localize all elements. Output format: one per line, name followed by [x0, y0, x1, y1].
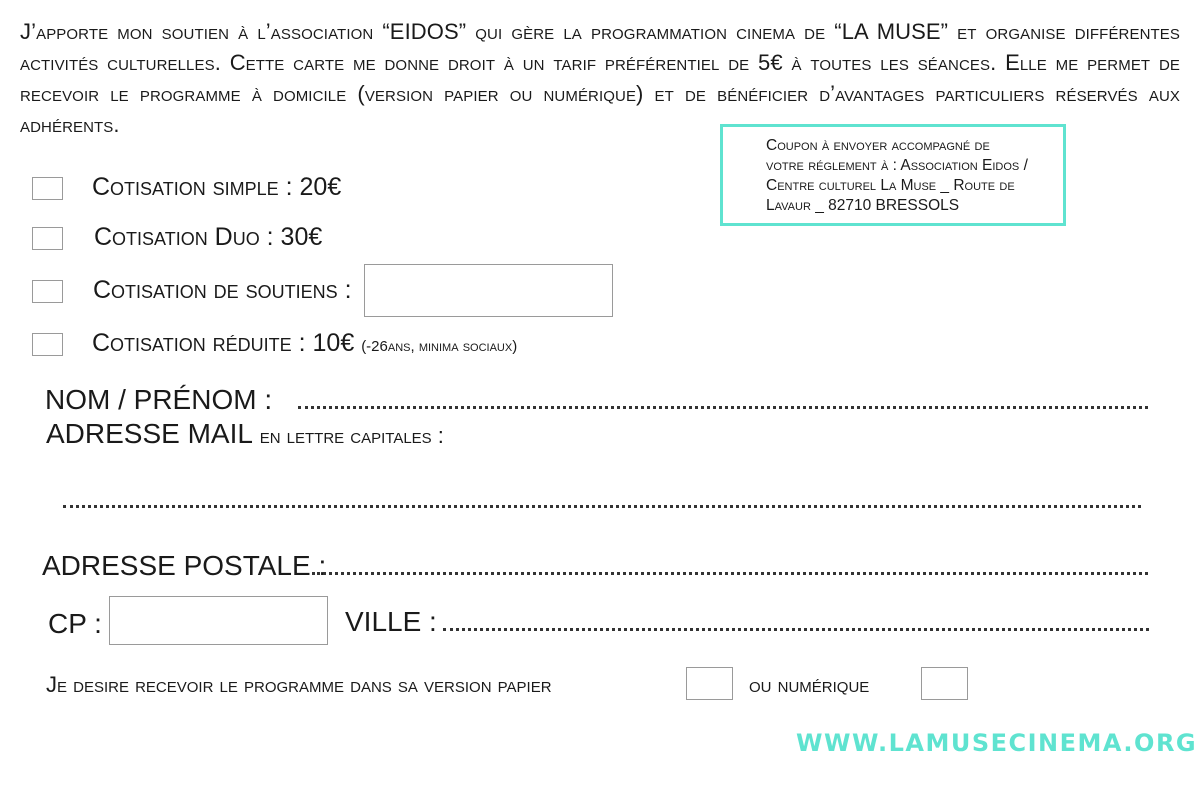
programme-text: Je desire recevoir le programme dans sa version papier: [46, 672, 552, 697]
checkbox-duo[interactable]: [32, 227, 63, 250]
option-reduite-text: Cotisation réduite : 10€: [92, 329, 355, 357]
coupon-line: Lavaur _ 82710 BRESSOLS: [766, 197, 960, 214]
programme-or-numeric: ou numérique: [749, 672, 870, 697]
checkbox-digital[interactable]: [921, 667, 968, 700]
checkbox-simple[interactable]: [32, 177, 63, 200]
address-label: ADRESSE POSTALE :: [42, 550, 327, 581]
soutien-amount-input[interactable]: [364, 264, 613, 317]
email-label-main: ADRESSE MAIL: [46, 418, 252, 449]
coupon-line: Centre culturel La Muse _ Route de: [766, 177, 1015, 194]
name-label: NOM / PRÉNOM :: [45, 384, 273, 415]
coupon-line: Coupon à envoyer accompagné de: [766, 137, 990, 154]
option-duo-label: Cotisation Duo : 30€: [94, 223, 323, 251]
option-soutien-label: Cotisation de soutiens :: [93, 276, 352, 304]
cp-label: CP :: [48, 608, 102, 639]
address-field-line[interactable]: [312, 572, 1148, 575]
option-reduite-label: [92, 329, 517, 358]
name-field-line[interactable]: [298, 406, 1148, 409]
intro-paragraph: J’apporte mon soutien à l’association “EIDOS” qui gère la programmation cinema de “LA MUSE” et organise différentes activités culturelles. Cette carte me donne droit à un tarif préférentiel de 5€ à toutes les séances. Elle me permet de recevoir le programme à domicile (version papier ou numérique) et de bénéficier d’avantages particuliers réservés aux adhérents.: [20, 19, 1180, 137]
email-field-line[interactable]: [63, 505, 1141, 508]
checkbox-paper[interactable]: [686, 667, 733, 700]
ville-field-line[interactable]: [443, 628, 1149, 631]
coupon-box: [720, 124, 1066, 226]
option-reduite-note: (-26ans, minima sociaux): [361, 338, 518, 355]
checkbox-soutien[interactable]: [32, 280, 63, 303]
coupon-line: votre réglement à : Association Eidos /: [766, 157, 1028, 174]
checkbox-reduite[interactable]: [32, 333, 63, 356]
email-label-sub: en lettre capitales :: [259, 423, 444, 448]
email-label: [46, 418, 444, 450]
cp-input[interactable]: [109, 596, 328, 645]
option-simple-label: Cotisation simple : 20€: [92, 173, 342, 201]
ville-label: VILLE :: [345, 606, 437, 637]
website-link[interactable]: WWW.LAMUSECINEMA.ORG: [796, 729, 1198, 757]
